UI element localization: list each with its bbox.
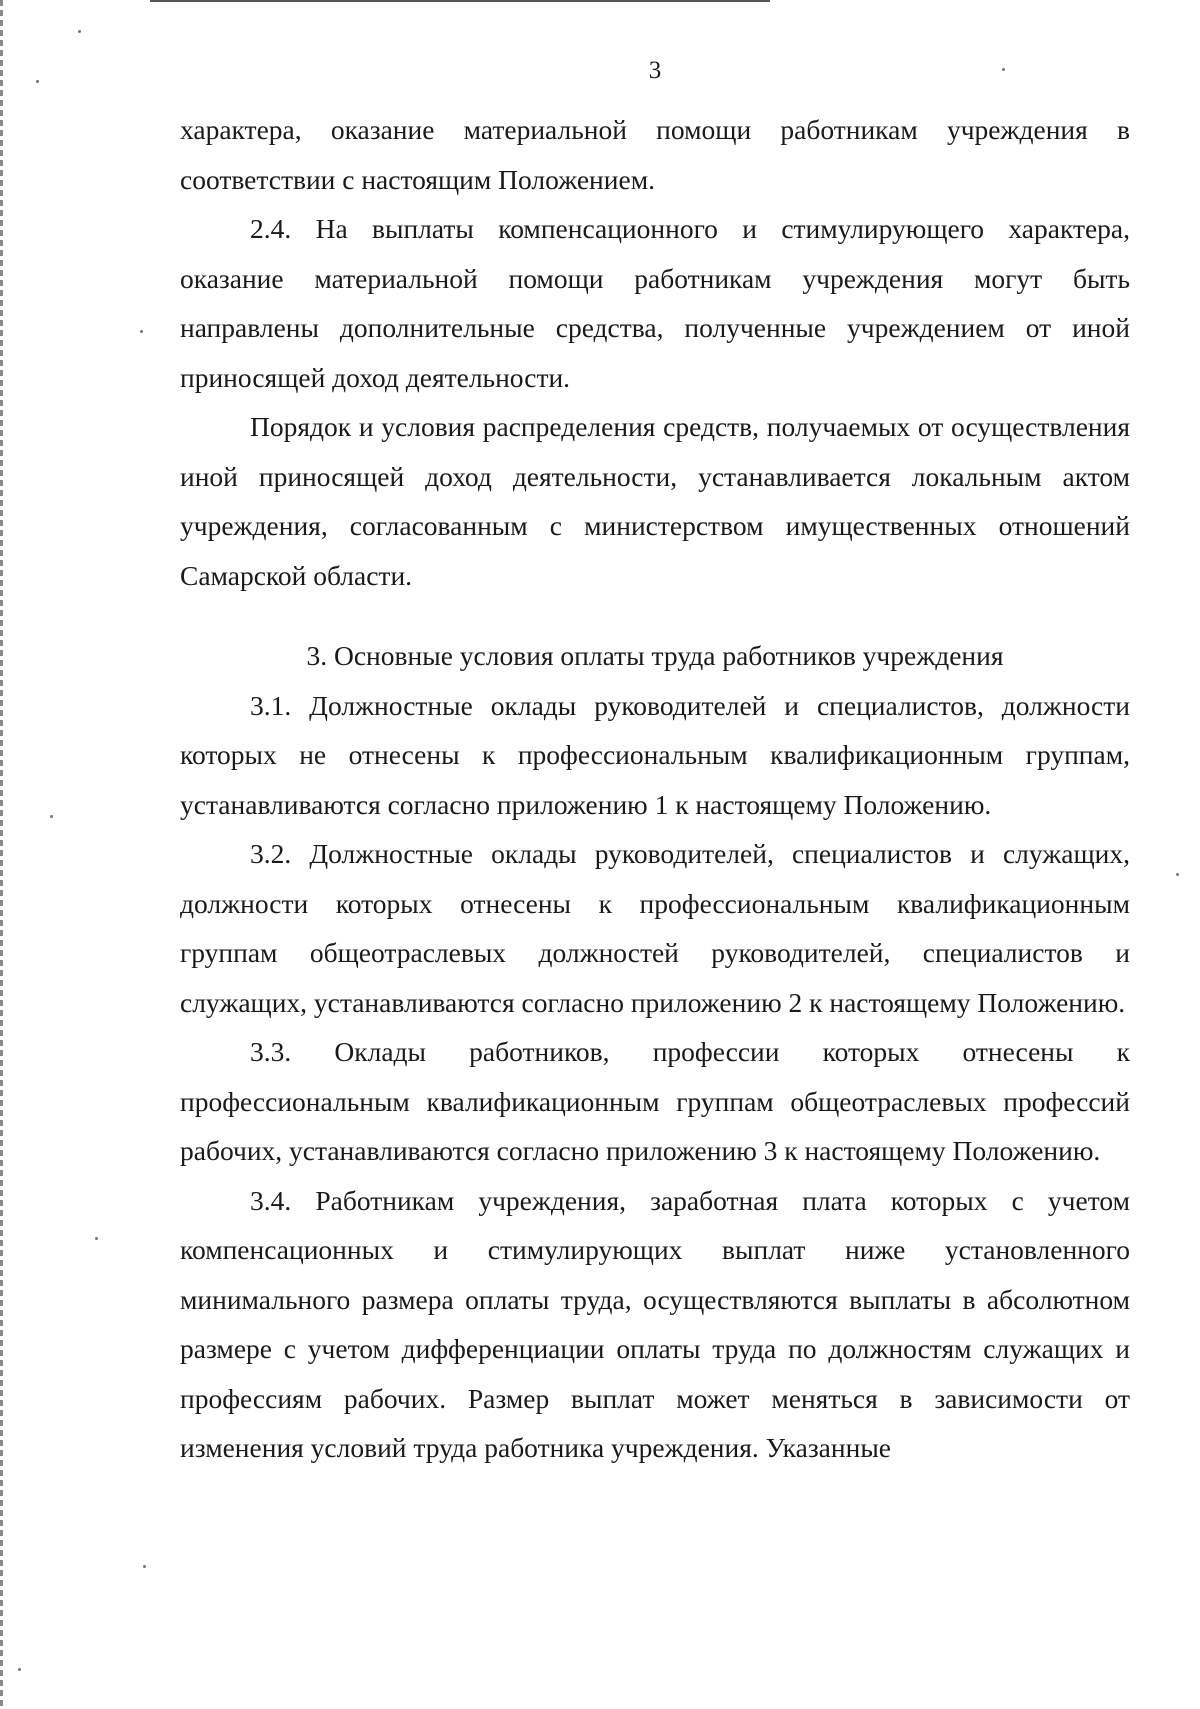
scan-speck: [50, 815, 53, 818]
scan-speck: [140, 330, 143, 333]
scan-speck: [95, 1237, 98, 1240]
section-heading-3: 3. Основные условия оплаты труда работников учреждения: [306, 640, 1004, 671]
scan-speck: [36, 80, 39, 83]
scan-top-rule: [150, 0, 770, 2]
paragraph-continuation: характера, оказание материальной помощи работникам учреждения в соответствии с настоящим Положением.: [180, 114, 1130, 195]
scan-left-edge: [0, 0, 3, 1709]
scan-speck: [78, 30, 81, 33]
paragraph-3-2: 3.2. Должностные оклады руководителей, специалистов и служащих, должности которых отнесены к профессиональным квалификационным группам общеотраслевых должностей руководителей, специалистов и служащих, устанавливаются согласно приложению 2 к настоящему Положению.: [180, 838, 1130, 1018]
page-number: 3: [648, 57, 662, 84]
scan-speck: [18, 1668, 21, 1671]
document-body: [180, 105, 1130, 1473]
paragraph-3-3: 3.3. Оклады работников, профессии которых отнесены к профессиональным квалификационным группам общеотраслевых профессий рабочих, устанавливаются согласно приложению 3 к настоящему Положению.: [180, 1036, 1130, 1166]
paragraph-2-4: 2.4. На выплаты компенсационного и стимулирующего характера, оказание материальной помощи работникам учреждения могут быть направлены дополнительные средства, полученные учреждением от иной приносящей доход деятельности.: [180, 213, 1130, 393]
scan-speck: [1176, 873, 1179, 876]
paragraph-procedure: Порядок и условия распределения средств, получаемых от осуществления иной приносящей доход деятельности, устанавливается локальным актом учреждения, согласованным с министерством имущественных отношений Самарской области.: [180, 411, 1130, 591]
scan-speck: [1002, 68, 1005, 71]
paragraph-3-1: 3.1. Должностные оклады руководителей и специалистов, должности которых не отнесены к профессиональным квалификационным группам, устанавливаются согласно приложению 1 к настоящему Положению.: [180, 689, 1130, 820]
scan-speck: [143, 1565, 146, 1568]
paragraph-3-4: 3.4. Работникам учреждения, заработная плата которых с учетом компенсационных и стимулирующих выплат ниже установленного минимального размера оплаты труда, осуществляются выплаты в абсолютном размере с учетом дифференциации оплаты труда по должностям служащих и профессиям рабочих. Размер выплат может меняться в зависимости от изменения условий труда работника учреждения. Указанные: [180, 1184, 1130, 1463]
